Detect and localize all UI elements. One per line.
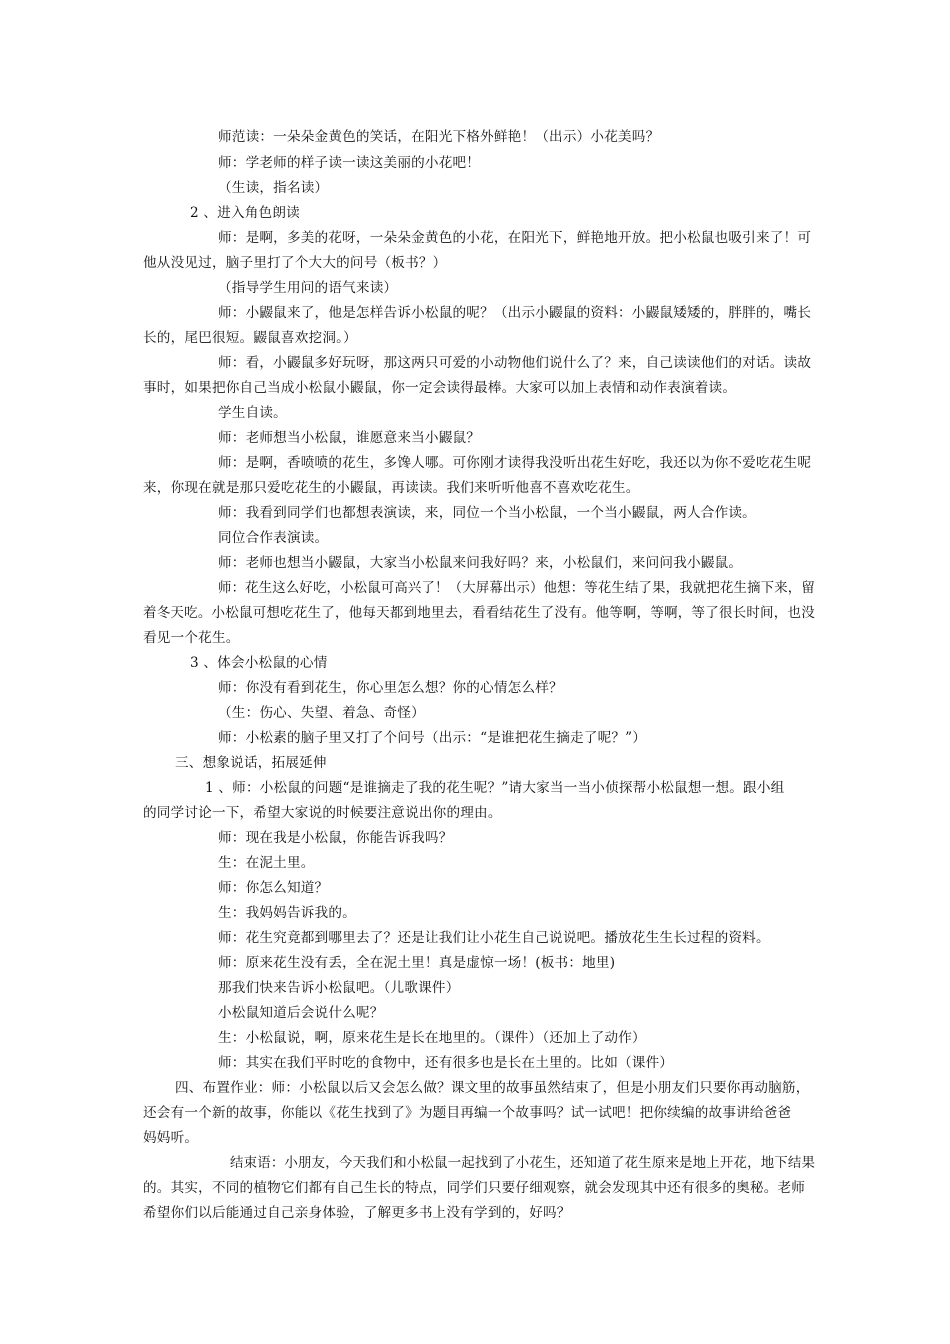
section-heading: 2 、进入角色朗读	[190, 205, 300, 221]
text-line: 师：老师也想当小鼹鼠，大家当小松鼠来问我好吗？来，小松鼠们，来问问我小鼹鼠。	[218, 555, 743, 571]
text-line: （生：伤心、失望、着急、奇怪）	[218, 705, 425, 721]
text-line: 的同学讨论一下，希望大家说的时候要注意说出你的理由。	[143, 805, 502, 821]
text-line: 学生自读。	[218, 405, 287, 421]
text-line: 生：在泥土里。	[218, 855, 315, 871]
text-line: 的。其实，不同的植物它们都有自己生长的特点，同学们只要仔细观察，就会发现其中还有很多的奥秘。老师	[143, 1180, 806, 1196]
section-heading: 三、想象说话，拓展延伸	[175, 755, 327, 771]
text-line: 结束语：小朋友，今天我们和小松鼠一起找到了小花生，还知道了花生原来是地上开花，地下结果	[230, 1155, 816, 1171]
text-line: 生：小松鼠说，啊，原来花生是长在地里的。（课件）（还加上了动作）	[218, 1030, 646, 1046]
text-line: 他从没见过，脑子里打了个大大的问号（板书？）	[143, 255, 447, 271]
text-line: 师：原来花生没有丢，全在泥土里！真是虚惊一场！(板书：地里)	[218, 955, 616, 971]
text-line: 师：是啊，多美的花呀，一朵朵金黄色的小花，在阳光下，鲜艳地开放。把小松鼠也吸引来了！可	[218, 230, 812, 246]
text-line: 长的，尾巴很短。鼹鼠喜欢挖洞。）	[143, 330, 357, 346]
text-line: 1 、师：小松鼠的问题“是谁摘走了我的花生呢？”请大家当一当小侦探帮小松鼠想一想。跟小组	[205, 780, 785, 796]
text-line: 师：你没有看到花生，你心里怎么想？你的心情怎么样？	[218, 680, 563, 696]
text-line: 师：花生这么好吃，小松鼠可高兴了！（大屏幕出示）他想：等花生结了果，我就把花生摘下来，留	[218, 580, 815, 596]
section-heading: 3 、体会小松鼠的心情	[190, 655, 328, 671]
text-line: 师：老师想当小松鼠，谁愿意来当小鼹鼠？	[218, 430, 481, 446]
text-line: 还会有一个新的故事，你能以《花生找到了》为题目再编一个故事吗？试一试吧！把你续编的故事讲给爸爸	[143, 1105, 792, 1121]
text-line: 同位合作表演读。	[218, 530, 329, 546]
text-line: 师：学老师的样子读一读这美丽的小花吧！	[218, 155, 481, 171]
text-line: 来，你现在就是那只爱吃花生的小鼹鼠，再读读。我们来听听他喜不喜欢吃花生。	[143, 480, 640, 496]
text-line: 师：你怎么知道？	[218, 880, 329, 896]
text-line: 师范读：一朵朵金黄色的笑话，在阳光下格外鲜艳！（出示）小花美吗？	[218, 129, 660, 145]
text-line: 师：小鼹鼠来了，他是怎样告诉小松鼠的呢？（出示小鼹鼠的资料：小鼹鼠矮矮的，胖胖的，嘴长	[218, 305, 812, 321]
text-line: 师：现在我是小松鼠，你能告诉我吗？	[218, 830, 453, 846]
text-line: 师：其实在我们平时吃的食物中，还有很多也是长在土里的。比如（课件）	[218, 1055, 674, 1071]
text-line: 那我们快来告诉小松鼠吧。（儿歌课件）	[218, 980, 460, 996]
text-line: （生读，指名读）	[218, 180, 329, 196]
text-line: 小松鼠知道后会说什么呢？	[218, 1005, 384, 1021]
text-line: 师：我看到同学们也都想表演读，来，同位一个当小松鼠，一个当小鼹鼠，两人合作读。	[218, 505, 756, 521]
text-line: 着冬天吃。小松鼠可想吃花生了，他每天都到地里去，看看结花生了没有。他等啊，等啊，等了很长时间，也没	[143, 605, 815, 621]
text-line: 师：花生究竟都到哪里去了？还是让我们让小花生自己说说吧。播放花生生长过程的资料。	[218, 930, 770, 946]
text-line: 师：是啊，香喷喷的花生，多馋人哪。可你刚才读得我没听出花生好吃，我还以为你不爱吃花生呢	[218, 455, 812, 471]
text-line: 师：小松素的脑子里又打了个问号（出示：“是谁把花生摘走了呢？”）	[218, 730, 647, 746]
text-line: 师：看，小鼹鼠多好玩呀，那这两只可爱的小动物他们说什么了？来，自己读读他们的对话。读故	[218, 355, 812, 371]
text-line: 希望你们以后能通过自己亲身体验，了解更多书上没有学到的，好吗？	[143, 1205, 571, 1221]
text-line: 看见一个花生。	[143, 630, 240, 646]
text-line: 生：我妈妈告诉我的。	[218, 905, 356, 921]
text-line: 事时，如果把你自己当成小松鼠小鼹鼠，你一定会读得最棒。大家可以加上表情和动作表演着读。	[143, 380, 737, 396]
text-line: 妈妈听。	[143, 1130, 199, 1146]
text-line: （指导学生用问的语气来读）	[218, 280, 398, 296]
section-heading: 四、布置作业：师：小松鼠以后又会怎么做？课文里的故事虽然结束了，但是小朋友们只要你再动脑筋，	[175, 1080, 810, 1096]
